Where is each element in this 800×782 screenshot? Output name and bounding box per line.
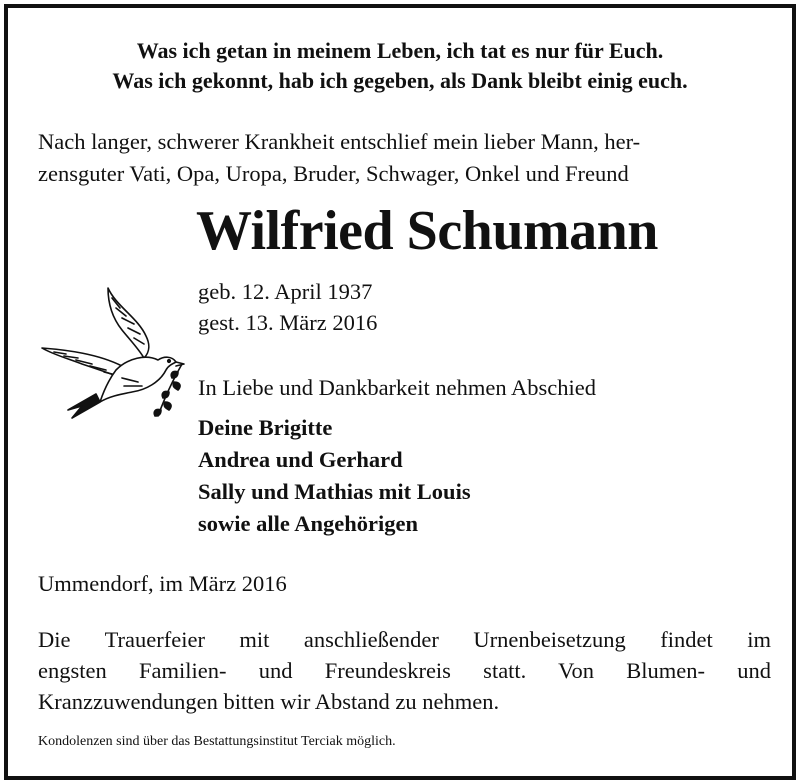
- obituary-card: [4, 4, 796, 780]
- condolences-note: Kondolenzen sind über das Bestattungsinstitut Terciak möglich.: [38, 734, 396, 749]
- intro-text: [38, 126, 768, 190]
- death-date: gest. 13. März 2016: [198, 310, 378, 335]
- place-and-date: Ummendorf, im März 2016: [38, 571, 287, 596]
- motto-line-2: Was ich gekonnt, hab ich gegeben, als Dank bleibt einig euch.: [112, 68, 688, 93]
- notice-line-2: engsten Familien- und Freundeskreis statt. Von Blumen- und: [38, 658, 771, 683]
- deceased-name: Wilfried Schumann: [196, 200, 658, 262]
- mourner-name: sowie alle Angehörigen: [198, 511, 418, 536]
- notice-line-3: Kranzzuwendungen bitten wir Abstand zu nehmen.: [38, 689, 500, 714]
- notice-line-1: Die Trauerfeier mit anschließender Urnenbeisetzung findet im: [38, 627, 771, 652]
- funeral-notice: [38, 624, 771, 717]
- mourner-name: Sally und Mathias mit Louis: [198, 479, 471, 504]
- mourner-name: Andrea und Gerhard: [198, 447, 403, 472]
- farewell-line: In Liebe und Dankbarkeit nehmen Abschied: [198, 375, 597, 400]
- birth-date: geb. 12. April 1937: [198, 279, 373, 304]
- motto-verse: [8, 36, 792, 96]
- dove-icon: [38, 278, 198, 428]
- motto-line-1: Was ich getan in meinem Leben, ich tat es nur für Euch.: [136, 38, 664, 63]
- intro-line-1: Nach langer, schwerer Krankheit entschlief mein lieber Mann, her-: [38, 129, 641, 154]
- intro-line-2: zensguter Vati, Opa, Uropa, Bruder, Schwager, Onkel und Freund: [38, 161, 629, 186]
- life-dates: [198, 276, 377, 338]
- mourner-name: Deine Brigitte: [198, 415, 333, 440]
- mourners-list: [198, 412, 471, 540]
